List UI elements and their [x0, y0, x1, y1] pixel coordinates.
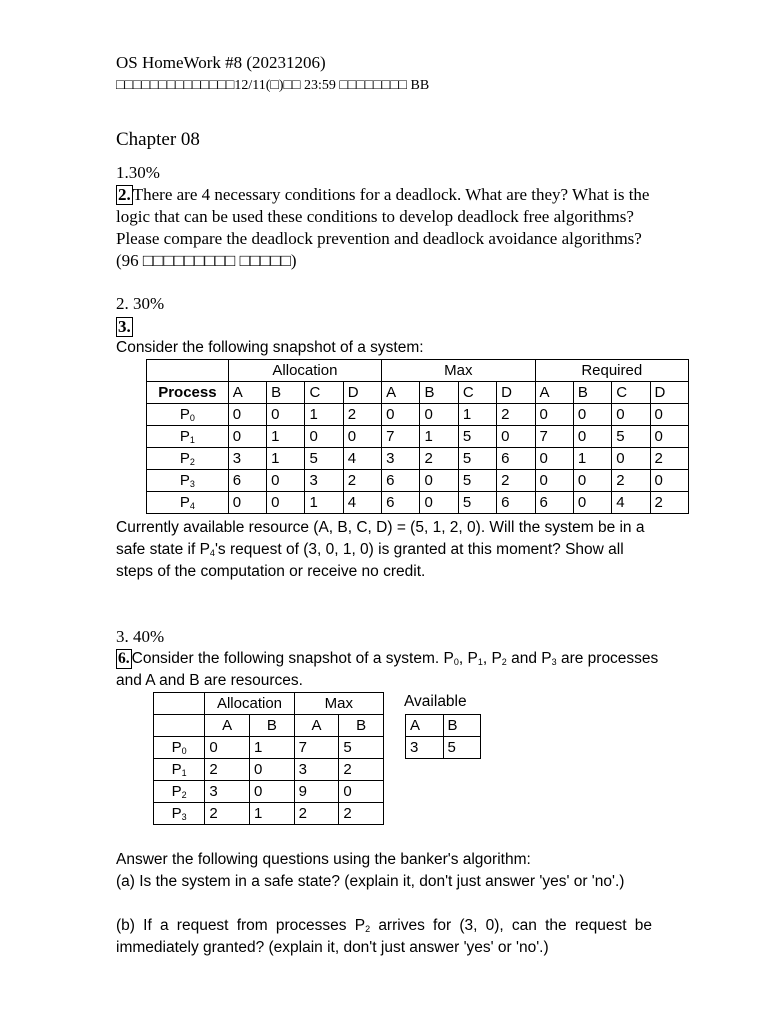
q3-intro-sub: 3: [551, 657, 557, 667]
q3-value-cell: 1: [250, 803, 295, 825]
q2-col-header: D: [497, 382, 535, 404]
q2-value-cell: 3: [305, 470, 343, 492]
q2-value-cell: 0: [228, 492, 266, 514]
q2-table: [146, 359, 689, 514]
q2-process-cell: [147, 426, 229, 448]
q2-question-sub: 4: [209, 548, 215, 558]
q3-value-cell: 0: [250, 759, 295, 781]
q2-value-cell: 3: [382, 448, 420, 470]
q3-process-label: P: [171, 738, 182, 756]
q3-intro-part: and P: [506, 650, 552, 667]
q3-value-cell: 1: [250, 737, 295, 759]
q2-question-part: Currently available resource (A, B, C, D) = (5, 1, 2, 0). Will the system be in a safe state if P: [116, 519, 645, 558]
q2-process-sub: 3: [189, 478, 195, 489]
q2-process-cell: [147, 470, 229, 492]
q3-value-cell: 2: [205, 759, 250, 781]
q3-process-cell: [154, 759, 205, 781]
q2-col-header: B: [573, 382, 611, 404]
q2-process-cell: [147, 404, 229, 426]
q2-value-cell: 3: [228, 448, 266, 470]
q3-score: 3. 40%: [116, 627, 165, 646]
q3-row: [154, 737, 384, 759]
q3-row: [154, 781, 384, 803]
q2-col-header: C: [305, 382, 343, 404]
q3-intro-part: are processes and A and B are resources.: [116, 650, 659, 689]
q2-row: [147, 426, 689, 448]
q2-process-label: P: [179, 493, 190, 511]
q2-value-cell: 5: [458, 426, 496, 448]
q2-value-cell: 0: [305, 426, 343, 448]
q2-value-cell: 5: [305, 448, 343, 470]
q3-value-cell: 5: [339, 737, 384, 759]
q3-process-sub: 3: [181, 811, 187, 822]
q3-process-sub: 0: [181, 745, 187, 756]
q2-value-cell: 0: [420, 492, 458, 514]
q2-value-cell: 0: [573, 404, 611, 426]
q3-process-sub: 1: [181, 767, 187, 778]
q3-question-b: [116, 915, 652, 959]
q2-value-cell: 0: [267, 404, 305, 426]
q2-process-cell: [147, 492, 229, 514]
q2-group-max: Max: [382, 360, 535, 382]
available-col-header: A: [406, 715, 444, 737]
q3-empty-cell: [154, 715, 205, 737]
q2-value-cell: 0: [650, 470, 688, 492]
q2-value-cell: 0: [267, 470, 305, 492]
available-value-row: [406, 737, 481, 759]
q3-question-b-sub: 2: [365, 924, 371, 934]
q3-group-allocation: Allocation: [205, 693, 294, 715]
q2-question-part: 's request of (3, 0, 1, 0) is granted at this moment? Show all steps of the computation or receive no credit.: [116, 541, 624, 580]
q2-value-cell: 0: [420, 470, 458, 492]
q3-question-a: (a) Is the system in a safe state? (explain it, don't just answer 'yes' or 'no'.): [116, 873, 625, 890]
q3-row: [154, 759, 384, 781]
q2-process-sub: 2: [189, 456, 195, 467]
q2-value-cell: 2: [650, 492, 688, 514]
q3-value-cell: 3: [205, 781, 250, 803]
q2-row: [147, 448, 689, 470]
chapter-heading: Chapter 08: [116, 129, 200, 150]
q3-value-cell: 0: [205, 737, 250, 759]
q3-value-cell: 0: [339, 781, 384, 803]
q2-col-header: A: [228, 382, 266, 404]
q3-row: [154, 803, 384, 825]
q2-value-cell: 6: [382, 470, 420, 492]
q3-intro-sub: 0: [453, 657, 459, 667]
q2-process-cell: [147, 448, 229, 470]
q2-value-cell: 1: [305, 404, 343, 426]
q2-process-sub: 4: [189, 500, 195, 511]
q3-process-label: P: [171, 804, 182, 822]
available-value: 3: [406, 737, 444, 759]
q2-value-cell: 0: [535, 470, 573, 492]
q2-col-header: B: [267, 382, 305, 404]
q3-question-b-part: arrives for (3, 0), can the request be immediately granted? (explain it, don't just answer 'yes' or 'no'.): [116, 917, 652, 956]
q2-value-cell: 0: [573, 470, 611, 492]
q2-row: [147, 404, 689, 426]
q3-intro-part: , P: [458, 650, 478, 667]
q2-empty-cell: [147, 360, 229, 382]
q1-marker: 2.: [118, 185, 131, 204]
q3-value-cell: 2: [339, 803, 384, 825]
q3-marker: 6.: [118, 650, 130, 667]
q2-value-cell: 0: [420, 404, 458, 426]
q3-value-cell: 2: [205, 803, 250, 825]
q2-row: [147, 470, 689, 492]
q2-value-cell: 0: [612, 404, 650, 426]
available-header-row: [406, 715, 481, 737]
q2-value-cell: 0: [650, 404, 688, 426]
q2-value-cell: 0: [650, 426, 688, 448]
q3-question-b-part: (b) If a request from processes P: [116, 917, 366, 934]
q3-answer-intro: Answer the following questions using the banker's algorithm:: [116, 851, 531, 868]
q2-process-header: Process: [147, 382, 229, 404]
available-value: 5: [443, 737, 481, 759]
q2-value-cell: 7: [535, 426, 573, 448]
q3-process-label: P: [171, 782, 182, 800]
q2-process-label: P: [179, 427, 190, 445]
q2-process-label: P: [179, 471, 190, 489]
q3-col-header: B: [339, 715, 384, 737]
q2-value-cell: 2: [650, 448, 688, 470]
q2-value-cell: 1: [420, 426, 458, 448]
q2-col-header: A: [535, 382, 573, 404]
q2-question: [116, 517, 661, 583]
q3-intro-sub: 1: [477, 657, 483, 667]
q3-col-header: B: [250, 715, 295, 737]
q2-value-cell: 5: [458, 470, 496, 492]
q3-process-label: P: [171, 760, 182, 778]
q2-value-cell: 5: [458, 448, 496, 470]
q2-value-cell: 0: [573, 426, 611, 448]
q2-value-cell: 6: [497, 492, 535, 514]
q3-process-cell: [154, 737, 205, 759]
q3-col-header: A: [294, 715, 339, 737]
q2-process-sub: 1: [189, 434, 195, 445]
q2-value-cell: 4: [343, 492, 381, 514]
q2-value-cell: 2: [497, 404, 535, 426]
q2-value-cell: 0: [343, 426, 381, 448]
q2-value-cell: 1: [458, 404, 496, 426]
q2-process-label: P: [179, 405, 190, 423]
q2-process-sub: 0: [189, 412, 195, 423]
q2-value-cell: 6: [535, 492, 573, 514]
q1-body: There are 4 necessary conditions for a deadlock. What are they? What is the logic that can be used these conditions to develop deadlock free algorithms? Please compare the deadlock prevention and deadlock avoidance algorithms? (96 □□□□□□□□□ □□□□□): [116, 185, 650, 270]
q3-intro-sub: 2: [501, 657, 507, 667]
q2-value-cell: 5: [612, 426, 650, 448]
q3-table: [153, 692, 384, 825]
q2-col-header: D: [343, 382, 381, 404]
q3-value-cell: 9: [294, 781, 339, 803]
q2-value-cell: 2: [497, 470, 535, 492]
q1-score: 1.30%: [116, 163, 160, 182]
q2-col-header: D: [650, 382, 688, 404]
q3-group-header-row: [154, 693, 384, 715]
q2-value-cell: 2: [343, 404, 381, 426]
available-label: Available: [404, 693, 467, 710]
q2-value-cell: 0: [228, 426, 266, 448]
q3-group-max: Max: [294, 693, 383, 715]
q2-group-required: Required: [535, 360, 689, 382]
q2-value-cell: 2: [612, 470, 650, 492]
q2-value-cell: 4: [612, 492, 650, 514]
q2-value-cell: 0: [228, 404, 266, 426]
q2-row: [147, 492, 689, 514]
q2-value-cell: 1: [305, 492, 343, 514]
q2-value-cell: 0: [382, 404, 420, 426]
q2-column-header-row: [147, 382, 689, 404]
q3-column-header-row: [154, 715, 384, 737]
q3-process-cell: [154, 803, 205, 825]
q2-value-cell: 1: [573, 448, 611, 470]
q2-group-allocation: Allocation: [228, 360, 381, 382]
q3-value-cell: 3: [294, 759, 339, 781]
q2-col-header: A: [382, 382, 420, 404]
q3-value-cell: 7: [294, 737, 339, 759]
q3-value-cell: 2: [339, 759, 384, 781]
q2-value-cell: 0: [535, 404, 573, 426]
document-title: OS HomeWork #8 (20231206): [116, 53, 326, 72]
q2-value-cell: 6: [228, 470, 266, 492]
q2-value-cell: 4: [343, 448, 381, 470]
q2-value-cell: 2: [420, 448, 458, 470]
q3-intro-part: , P: [482, 650, 502, 667]
q2-value-cell: 0: [612, 448, 650, 470]
q3-value-cell: 2: [294, 803, 339, 825]
q2-value-cell: 7: [382, 426, 420, 448]
q2-score: 2. 30%: [116, 294, 165, 313]
q2-value-cell: 1: [267, 426, 305, 448]
q3-value-cell: 0: [250, 781, 295, 803]
q2-value-cell: 0: [267, 492, 305, 514]
q2-value-cell: 0: [573, 492, 611, 514]
q2-value-cell: 2: [343, 470, 381, 492]
q2-process-label: P: [179, 449, 190, 467]
q2-col-header: B: [420, 382, 458, 404]
q3-process-cell: [154, 781, 205, 803]
available-col-header: B: [443, 715, 481, 737]
q3-intro: [116, 648, 661, 692]
q2-value-cell: 1: [267, 448, 305, 470]
q3-empty-cell: [154, 693, 205, 715]
q2-col-header: C: [458, 382, 496, 404]
document-subtitle: □□□□□□□□□□□□□□12/11(□)□□ 23:59 □□□□□□□□ BB: [116, 78, 430, 93]
q2-marker: 3.: [118, 317, 131, 336]
q2-col-header: C: [612, 382, 650, 404]
q3-intro-part: Consider the following snapshot of a system. P: [131, 650, 454, 667]
q3-col-header: A: [205, 715, 250, 737]
q2-group-header-row: [147, 360, 689, 382]
q2-value-cell: 6: [382, 492, 420, 514]
q2-value-cell: 0: [535, 448, 573, 470]
q2-marker-line: [116, 316, 133, 338]
q1-text: [116, 184, 656, 272]
available-table: [405, 714, 481, 759]
q2-value-cell: 6: [497, 448, 535, 470]
q2-intro: Consider the following snapshot of a system:: [116, 339, 424, 356]
q2-value-cell: 0: [497, 426, 535, 448]
q2-value-cell: 5: [458, 492, 496, 514]
q3-process-sub: 2: [181, 789, 187, 800]
